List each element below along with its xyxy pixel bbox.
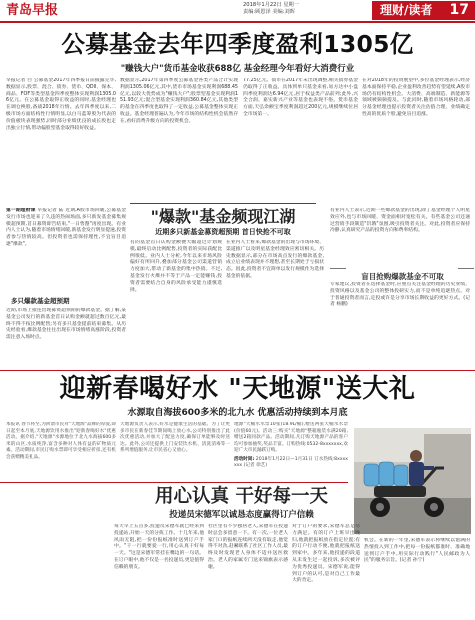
subheadline-courier: 投递员宋德军以诚恳态度赢得订户信赖: [169, 510, 314, 520]
subheadline-main: "赚钱大户"货币基金收获688亿 基金经理今年看好大消费行业: [120, 64, 355, 74]
section-name: 理财/读者: [380, 3, 433, 17]
story2-mid-col1: 有的基金首日认购金额便大幅超过计划规模,最终启动比例配售,投资者的实际获配比例很低。业内人士分析,今年以来市场风险偏好有所回升,叠加部分基金公司渠道营销力度加大,带动了新基金的集中热销。不过,基金发行火爆并不等于产品一定能赚钱,投资者需要结合自身的风险承受能力谨慎选择。: [130, 240, 222, 293]
story4-top-rule: [0, 482, 348, 483]
headline-water: 迎新春喝好水 "天地源"送大礼: [59, 374, 416, 404]
story4-col1: 每天早上五点多,投递员宋德军就已经来到投递站,开始一天的分拣工作。十几年来,他风雨无阻,把一份份报纸准时送到订户手中。"干一行就要爱一行,用心认真干好每一天。"这是宋德军常挂在嘴边的一句话。在订户眼中,他不仅是一名投递员,更是值得信赖的朋友。: [114, 524, 204, 570]
subheadline-funds: 近期多只新基金募资超预期 首日快抢不可取: [155, 228, 291, 236]
story1-col1: 早报记者 白 公募基金2017年四季报日前披露完毕,数据显示,股票、混合、债券、货币、QDII、保本、商品、FOF等类型基金四季度整体实现利润1305.06亿元。在公募基金取得正收益的同时,基金经理也在调仓换股,备战2018年行情。去年四季度以来,二级市场方面结构性行情明显,以白马蓝筹股为代表的价值板块表现强势,同时部分业绩优良的成长股也走出独立行情,带动偏股型基金取得较好收益。: [6, 78, 116, 131]
side-subhead: 盲目抢购爆款基金不可取: [361, 272, 444, 281]
header-rule: [0, 21, 475, 23]
headline-funds: "爆款"基金频现江湖: [150, 207, 296, 226]
editor-credit: 责编:顾恩泽 美编:刘晖: [243, 9, 295, 15]
newspaper-logo: 青岛早报: [6, 3, 59, 18]
story3-col1: 本报讯 春节将至,为回馈市民对"天地源"品牌的厚爱,即日起至本月底,天地源饮用水推出"迎新春喝好水"优惠活动。据介绍,"天地源"水源地位于北九水海拔600多米的山区,水质纯净,富含多种对人体有益的矿物质元素。活动期间,市民订购水票即可享受相应折扣,还有机会获赠精美礼品。: [6, 422, 116, 460]
story2-right-col1: 有业内人士表示,近期一些爆款基金的出现,除了基金经理个人明星效应外,也与市场回暖、资金面相对宽松有关。有些基金公司还通过营销手段制造"饥饿"氛围,吸引投资者关注。对此,投资者应保持冷静,认真研究产品的投资方向和费率结构。: [330, 208, 470, 234]
story3-col3: 地源"大桶水水票10张(18.9L/桶),赠送两张大桶水水票(价值60元)。活动三:购买"天地源"整箱瓶装水满20箱,赠送2箱同款产品。活动期间,凡订购天地源产品的客户均可参加抽奖,奖品丰富。订购热线:0532-8xxxxxxx,欢迎广大市民踊跃订购。 活动时间: 2018年1月22日—1月31日 订水热线:8xxxxxxx (记者 徐艺): [234, 422, 348, 468]
inline-subhead: 多只爆款基金超预期: [11, 297, 70, 305]
page-number: 17: [449, 2, 469, 18]
event-time-label: 活动时间:: [234, 456, 255, 462]
story3-credit: (记者 徐艺): [243, 463, 268, 468]
headline-courier: 用心认真 干好每一天: [155, 486, 328, 507]
story1-col4: 在对2018年的投资展望中,多位基金经理表示,经济基本面保持平稳,企业盈利改善趋势有望延续,A股市场仍有结构性机会。大消费、高端制造、新能源等领域被频频提及。与此同时,随着市场风格轮动,部分基金经理也提示投资者关注估值合理、业绩确定性高的优质个股,避免盲目追涨。: [362, 78, 470, 117]
story3-col2: 天地源负责人表示,好水是健康生活的基础。为了让更多市民在新春佳节期间喝上放心水,公司特别推出了此次优惠活动,并加大了配送力度,确保订单能够及时送达。此外,公司还提供上门安装饮水机、清洗消毒等一系列增值服务,让市民省心又放心。: [120, 422, 230, 453]
story1-col3: 77.25亿元。债市在2017年末出现调整,相关债券基金仍取得了正收益。具体到单只基金来看,易方达中小盘四季度利润达6.94亿元,居于权益类产品前列;此外,兴全合润、嘉实新兴产业等基金也表现不俗。货币基金方面,天弘余额宝季度利润超过200亿元,规模继续位居全市场第一。: [243, 78, 358, 117]
water-delivery-photo: [354, 428, 471, 534]
side-title-line-left: [330, 268, 346, 269]
story2-mid-col2: 在业内人士看来,爆款基金的出现与市场环境、渠道推广以及明星基金经理效应密切相关。历史数据显示,部分在市场高点发行的爆款基金,成立后业绩表现并不理想,甚至长期处于亏损状态。因此,投资者不宜简单以发行规模作为选择基金的依据。: [226, 240, 324, 279]
story4-col3: 对于订户的要求,宋德军总是尽力满足。有的订户上班早出晚归,他就把报纸放在指定位置;有的订户行动不便,他就把报纸送到家中。多年来,他投递的段道从未发生过一起投诉,多次被评为优秀投递员。宋德军说,能得到订户的认可,是对自己工作最大的肯定。: [292, 524, 360, 584]
story2-left-col: 第一期理财课 早报记者 陆 近期,A股市场回暖,公募基金发行市场也迎来了久违的热闹场面,多只新发基金募集规模超预期,首日募资即告结束,"一日售罄"再度出现。有业内人士认为,随着市场情绪回暖,新基金发行明显提速,投资者参与热情较高。但投资者也需保持理性,不宜盲目追逐"爆款"。: [6, 208, 126, 247]
issue-date: 2018年1月22日 星期一: [243, 2, 299, 8]
story2-left-col2: 近期,市场上接连出现募资超预期的爆款基金。据了解,某基金公司发行的新基金首日认购金额就超过数百亿元,最终不得不按比例配售;另有多只基金提前结束募集。从历史经验看,爆款基金往往出现在市场情绪高涨阶段,投资者需注意入场时点。: [6, 308, 126, 341]
story3-top-rule: [0, 370, 475, 371]
story1-col2: 数据显示,2017年第四季度公募基金各类产品合计实现利润1305.06亿元,其中,货币市场基金实现利润688.45亿元,以较大优势成为"赚钱大户";股票型基金实现利润151.93亿元;混合型基金实现利润360.84亿元,其他类型的基金在四季度也取得了一定收益,公募基金整体实现正收益。基金经理普遍认为,今年市场的结构性机会依然存在,看好消费升级方向的投资机会。: [120, 78, 238, 124]
story4-col4: 机会。在新的一年里,宋德军表示将继续以饱满的热情投入到工作中,把每一份报纸都准时、准确地送到订户手中,用实际行动践行"人民邮政为人民"的服务宗旨。(记者 孙宁): [364, 538, 470, 564]
story4-col2: 社区里有不少独居老人,宋德军在投递时总会多留意一下。有一次,一位老人家门口的报纸连续两天没有取走,他觉得不对劲,赶紧联系了社区工作人员,最终及时发现老人身体不适并送医救治。老人的家属专门送来锦旗表示感谢。: [208, 524, 288, 570]
section-tab: [372, 1, 475, 20]
headline-main: 公募基金去年四季度盈利1305亿: [61, 30, 414, 58]
header-meta: [243, 2, 363, 16]
event-time-text: 2018年1月22日—1月31日 订水热线:8xxxxxxx: [234, 456, 348, 468]
story2-right-col2: 专家建议,投资者在选择基金时,应重点关注基金经理的历史业绩、投资风格以及基金公司的整体投研实力,而不是单纯追逐热点。对于普通投资者而言,定投或许是分享市场长期收益的更好方式。(记者 杨鹏): [330, 282, 470, 308]
story2-top-rule: [130, 203, 316, 204]
side-title-line-right: [458, 268, 474, 269]
subheadline-water: 水源取自海拔600多米的北九水 优惠活动持续到本月底: [127, 408, 348, 418]
